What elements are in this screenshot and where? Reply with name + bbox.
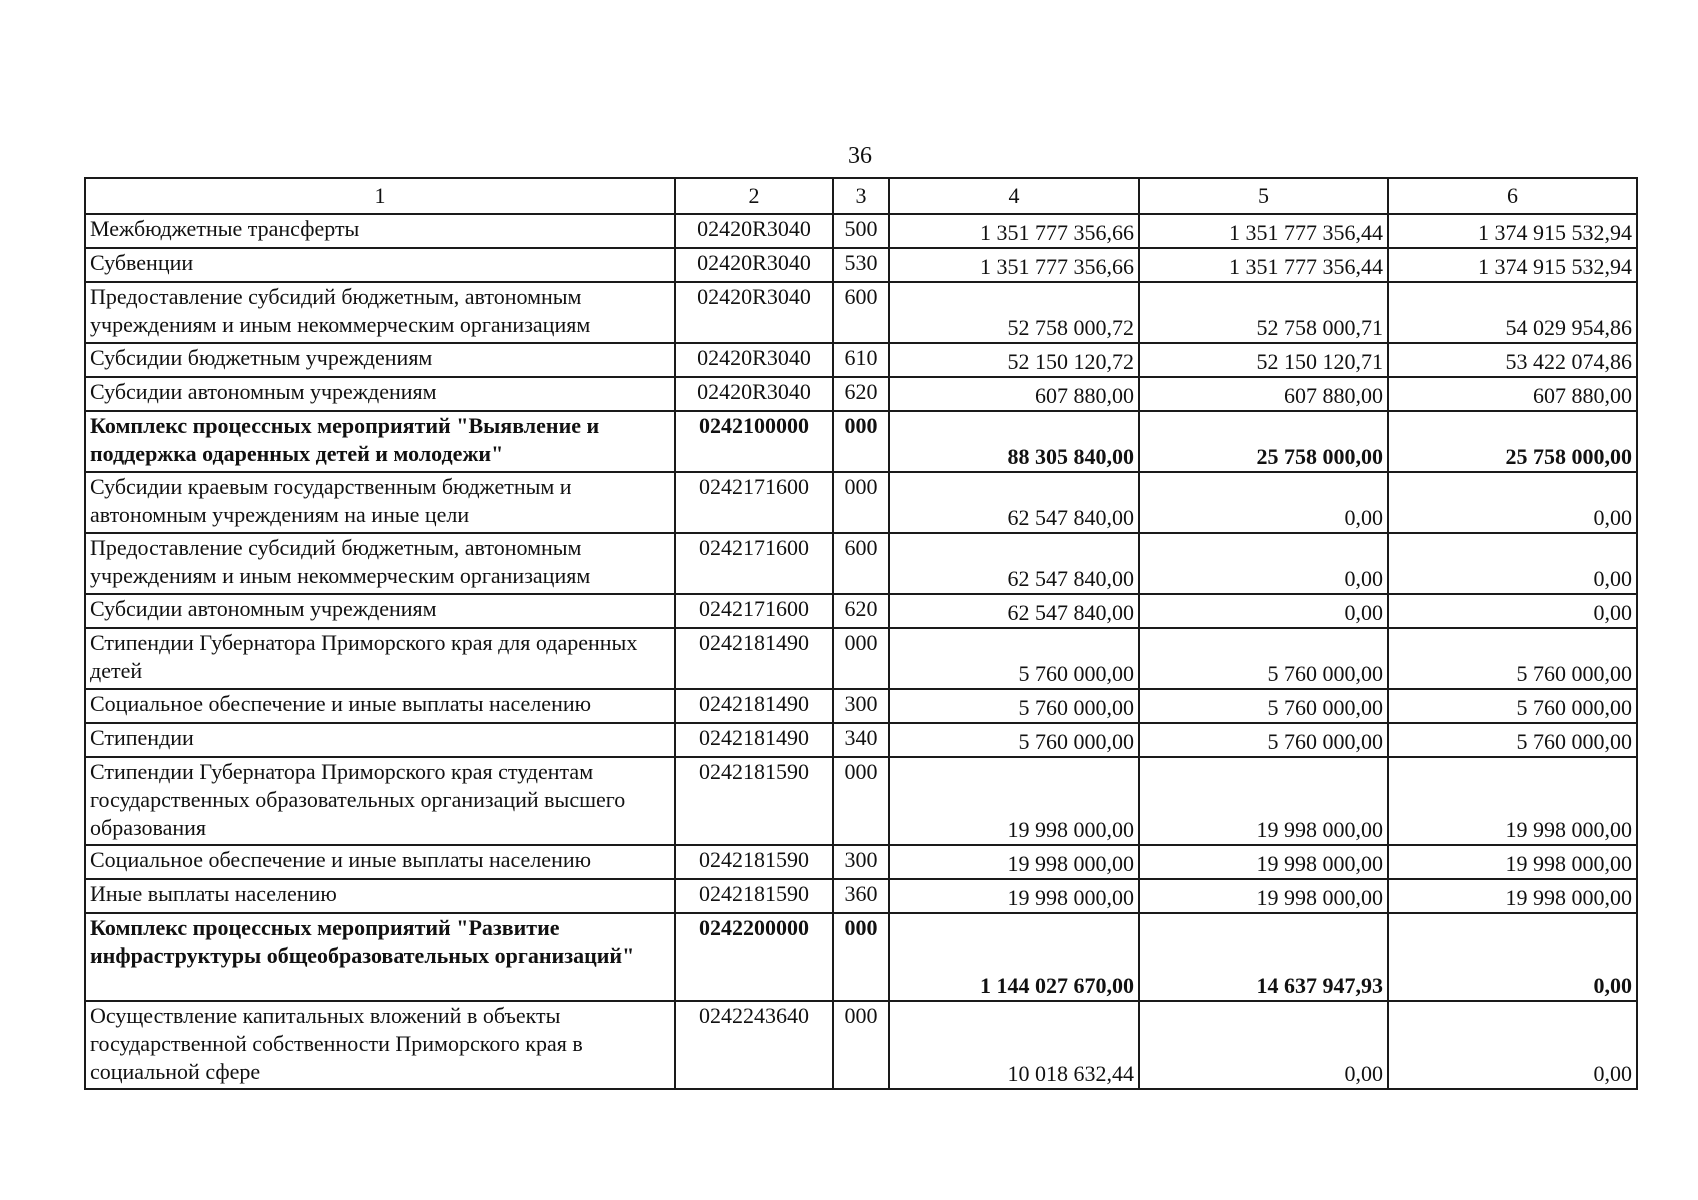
table-row [85, 879, 1637, 913]
table-row [85, 628, 1637, 689]
row-name-cell: Стипендии [85, 723, 675, 757]
row-value-col4: 607 880,00 [889, 377, 1139, 411]
row-value-col6: 5 760 000,00 [1388, 628, 1637, 689]
row-name-cell: Межбюджетные трансферты [85, 214, 675, 248]
row-value-col4: 52 150 120,72 [889, 343, 1139, 377]
row-value-col6: 53 422 074,86 [1388, 343, 1637, 377]
row-value-col5: 0,00 [1139, 594, 1388, 628]
row-value-col4: 62 547 840,00 [889, 472, 1139, 533]
row-value-col5: 5 760 000,00 [1139, 628, 1388, 689]
row-value-col4: 62 547 840,00 [889, 533, 1139, 594]
row-value-col4: 1 351 777 356,66 [889, 214, 1139, 248]
row-value-col4: 1 144 027 670,00 [889, 913, 1139, 1001]
table-row [85, 377, 1637, 411]
row-name-cell: Стипендии Губернатора Приморского края для одаренных детей [85, 628, 675, 689]
row-value-col6: 1 374 915 532,94 [1388, 214, 1637, 248]
table-row [85, 689, 1637, 723]
row-type-cell: 000 [833, 757, 889, 845]
row-type-cell: 000 [833, 472, 889, 533]
row-type-cell: 340 [833, 723, 889, 757]
row-type-cell: 000 [833, 628, 889, 689]
row-code-cell: 0242181490 [675, 723, 833, 757]
row-code-cell: 02420R3040 [675, 343, 833, 377]
row-value-col6: 607 880,00 [1388, 377, 1637, 411]
row-value-col5: 5 760 000,00 [1139, 723, 1388, 757]
row-code-cell: 02420R3040 [675, 377, 833, 411]
row-value-col6: 0,00 [1388, 1001, 1637, 1089]
row-code-cell: 02420R3040 [675, 214, 833, 248]
row-code-cell: 0242200000 [675, 913, 833, 1001]
row-value-col4: 5 760 000,00 [889, 723, 1139, 757]
row-value-col6: 0,00 [1388, 472, 1637, 533]
row-value-col4: 88 305 840,00 [889, 411, 1139, 472]
table-row [85, 533, 1637, 594]
row-value-col6: 19 998 000,00 [1388, 879, 1637, 913]
row-value-col5: 0,00 [1139, 1001, 1388, 1089]
row-value-col6: 1 374 915 532,94 [1388, 248, 1637, 282]
row-type-cell: 300 [833, 845, 889, 879]
row-code-cell: 0242243640 [675, 1001, 833, 1089]
table-row [85, 472, 1637, 533]
row-name-cell: Субсидии краевым государственным бюджетным и автономным учреждениям на иные цели [85, 472, 675, 533]
row-type-cell: 300 [833, 689, 889, 723]
row-type-cell: 500 [833, 214, 889, 248]
row-value-col6: 5 760 000,00 [1388, 689, 1637, 723]
row-value-col5: 5 760 000,00 [1139, 689, 1388, 723]
row-value-col4: 19 998 000,00 [889, 879, 1139, 913]
row-type-cell: 000 [833, 1001, 889, 1089]
column-header: 4 [889, 178, 1139, 214]
table-row [85, 411, 1637, 472]
row-code-cell: 0242181490 [675, 628, 833, 689]
row-value-col5: 52 150 120,71 [1139, 343, 1388, 377]
row-name-cell: Субсидии автономным учреждениям [85, 594, 675, 628]
row-name-cell: Субвенции [85, 248, 675, 282]
row-value-col4: 19 998 000,00 [889, 845, 1139, 879]
row-code-cell: 0242181590 [675, 757, 833, 845]
row-type-cell: 620 [833, 594, 889, 628]
table-row [85, 757, 1637, 845]
row-value-col5: 19 998 000,00 [1139, 879, 1388, 913]
row-value-col6: 54 029 954,86 [1388, 282, 1637, 343]
row-value-col4: 52 758 000,72 [889, 282, 1139, 343]
row-name-cell: Субсидии бюджетным учреждениям [85, 343, 675, 377]
row-name-cell: Предоставление субсидий бюджетным, автономным учреждениям и иным некоммерческим организациям [85, 533, 675, 594]
row-type-cell: 360 [833, 879, 889, 913]
row-name-cell: Комплекс процессных мероприятий "Выявление и поддержка одаренных детей и молодежи" [85, 411, 675, 472]
row-value-col6: 0,00 [1388, 533, 1637, 594]
table-header-row [85, 178, 1637, 214]
row-type-cell: 600 [833, 533, 889, 594]
row-type-cell: 530 [833, 248, 889, 282]
row-value-col5: 1 351 777 356,44 [1139, 214, 1388, 248]
table-row [85, 248, 1637, 282]
budget-table [84, 177, 1638, 1090]
table-row [85, 723, 1637, 757]
row-value-col5: 25 758 000,00 [1139, 411, 1388, 472]
row-name-cell: Предоставление субсидий бюджетным, автономным учреждениям и иным некоммерческим организациям [85, 282, 675, 343]
row-name-cell: Комплекс процессных мероприятий "Развитие инфраструктуры общеобразовательных организаций" [85, 913, 675, 1001]
row-type-cell: 600 [833, 282, 889, 343]
row-name-cell: Субсидии автономным учреждениям [85, 377, 675, 411]
row-code-cell: 0242181590 [675, 879, 833, 913]
column-header: 1 [85, 178, 675, 214]
row-value-col5: 1 351 777 356,44 [1139, 248, 1388, 282]
table-row [85, 594, 1637, 628]
column-header: 5 [1139, 178, 1388, 214]
table-row [85, 1001, 1637, 1089]
column-header: 3 [833, 178, 889, 214]
row-value-col4: 1 351 777 356,66 [889, 248, 1139, 282]
row-type-cell: 000 [833, 913, 889, 1001]
row-name-cell: Стипендии Губернатора Приморского края студентам государственных образовательных организаций высшего образования [85, 757, 675, 845]
row-value-col5: 607 880,00 [1139, 377, 1388, 411]
table-row [85, 282, 1637, 343]
row-value-col4: 10 018 632,44 [889, 1001, 1139, 1089]
column-header: 6 [1388, 178, 1637, 214]
table-row [85, 343, 1637, 377]
row-value-col4: 5 760 000,00 [889, 689, 1139, 723]
row-code-cell: 0242171600 [675, 594, 833, 628]
row-type-cell: 000 [833, 411, 889, 472]
row-type-cell: 610 [833, 343, 889, 377]
row-name-cell: Осуществление капитальных вложений в объекты государственной собственности Приморского края в социальной сфере [85, 1001, 675, 1089]
row-code-cell: 0242171600 [675, 472, 833, 533]
row-value-col6: 0,00 [1388, 913, 1637, 1001]
row-code-cell: 0242171600 [675, 533, 833, 594]
row-value-col5: 52 758 000,71 [1139, 282, 1388, 343]
row-value-col5: 0,00 [1139, 533, 1388, 594]
row-value-col6: 25 758 000,00 [1388, 411, 1637, 472]
row-type-cell: 620 [833, 377, 889, 411]
row-value-col5: 0,00 [1139, 472, 1388, 533]
row-value-col5: 19 998 000,00 [1139, 757, 1388, 845]
page-number: 36 [848, 143, 872, 169]
table-row [85, 913, 1637, 1001]
row-value-col6: 5 760 000,00 [1388, 723, 1637, 757]
row-code-cell: 02420R3040 [675, 282, 833, 343]
row-value-col6: 19 998 000,00 [1388, 757, 1637, 845]
row-name-cell: Социальное обеспечение и иные выплаты населению [85, 845, 675, 879]
row-value-col6: 0,00 [1388, 594, 1637, 628]
row-value-col5: 14 637 947,93 [1139, 913, 1388, 1001]
row-code-cell: 0242181590 [675, 845, 833, 879]
row-code-cell: 0242181490 [675, 689, 833, 723]
row-name-cell: Социальное обеспечение и иные выплаты населению [85, 689, 675, 723]
row-value-col4: 5 760 000,00 [889, 628, 1139, 689]
row-name-cell: Иные выплаты населению [85, 879, 675, 913]
row-code-cell: 0242100000 [675, 411, 833, 472]
row-value-col5: 19 998 000,00 [1139, 845, 1388, 879]
row-value-col4: 62 547 840,00 [889, 594, 1139, 628]
row-value-col4: 19 998 000,00 [889, 757, 1139, 845]
column-header: 2 [675, 178, 833, 214]
table-row [85, 214, 1637, 248]
row-code-cell: 02420R3040 [675, 248, 833, 282]
table-row [85, 845, 1637, 879]
row-value-col6: 19 998 000,00 [1388, 845, 1637, 879]
